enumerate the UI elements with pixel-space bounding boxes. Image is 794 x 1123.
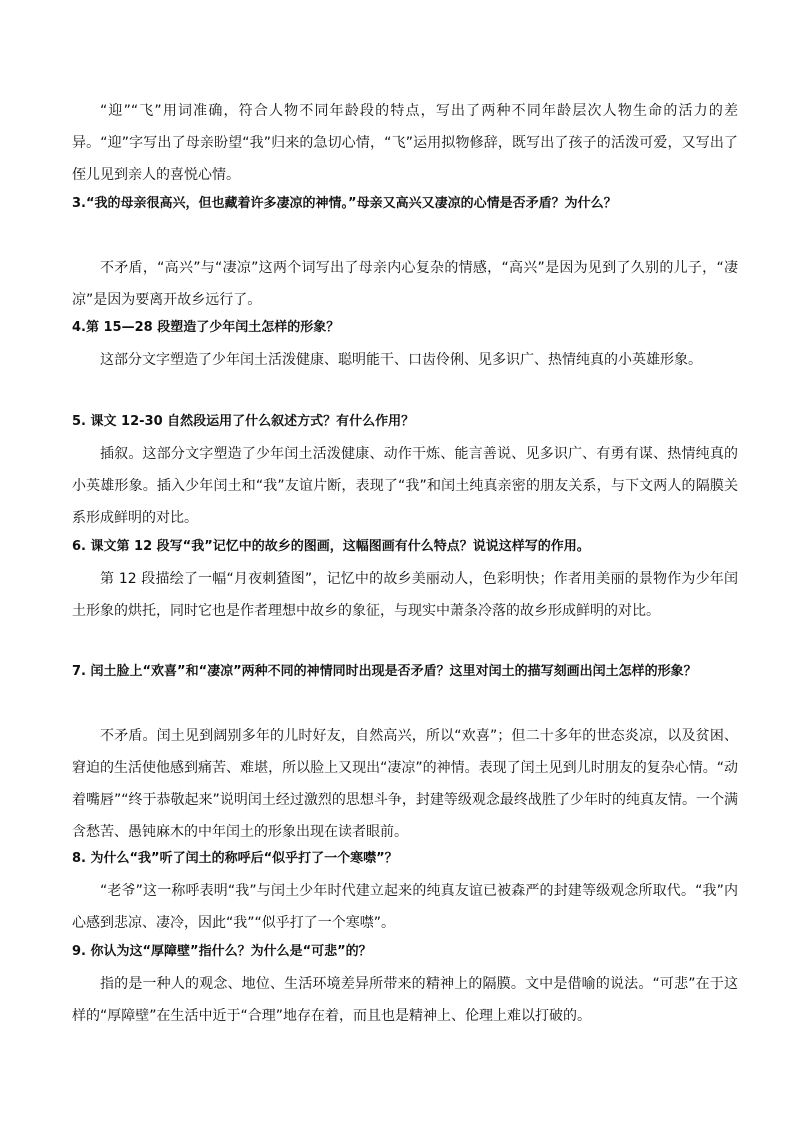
question-heading: 8. 为什么“我”听了闰土的称呼后“似乎打了一个寒噤”？ [72, 851, 398, 866]
answer-paragraph: 不矛盾。闰土见到阔别多年的儿时好友，自然高兴，所以“欢喜”；但二十多年的世态炎凉，以及贫困、窘迫的生活使他感到痛苦、难堪，所以脸上又现出“凄凉”的神情。表现了闰土见到儿时朋友的复杂心情。“动着嘴唇”“终于恭敬起来”说明闰土经过激烈的思想斗争，封建等级观念最终战胜了少年时的纯真友情。一个满含愁苦、愚钝麻木的中年闰土的形象出现在读者眼前。 [72, 728, 738, 840]
answer-paragraph: 这部分文字塑造了少年闰土活泼健康、聪明能干、口齿伶俐、见多识广、热情纯真的小英雄形象。 [100, 352, 702, 368]
question-heading: 9. 你认为这“厚障壁”指什么？为什么是“可悲”的？ [72, 944, 372, 959]
answer-paragraph: 指的是一种人的观念、地位、生活环境差异所带来的精神上的隔膜。文中是借喻的说法。“可悲”在于这样的“厚障壁”在生活中近于“合理”地存在着，而且也是精神上、伦理上难以打破的。 [72, 976, 738, 1024]
answer-paragraph: “迎”“飞”用词准确，符合人物不同年龄段的特点，写出了两种不同年龄层次人物生命的活力的差异。“迎”字写出了母亲盼望“我”归来的急切心情，“飞”运用拟物修辞，既写出了孩子的活泼可爱，又写出了侄儿见到亲人的喜悦心情。 [72, 103, 738, 183]
answer-paragraph: 第 12 段描绘了一幅“月夜刺猹图”，记忆中的故乡美丽动人，色彩明快；作者用美丽的景物作为少年闰土形象的烘托，同时它也是作者理想中故乡的象征，与现实中萧条冷落的故乡形成鲜明的对比。 [72, 571, 738, 619]
question-heading: 4.第 15—28 段塑造了少年闰土怎样的形象？ [72, 320, 340, 335]
question-heading: 7. 闰土脸上“欢喜”和“凄凉”两种不同的神情同时出现是否矛盾？这里对闰土的描写刻画出闰土怎样的形象？ [72, 664, 697, 679]
question-heading: 6. 课文第 12 段写“我”记忆中的故乡的图画，这幅图画有什么特点？说说这样写的作用。 [72, 539, 590, 554]
answer-paragraph: 插叙。这部分文字塑造了少年闰土活泼健康、动作干炼、能言善说、见多识广、有勇有谋、热情纯真的小英雄形象。插入少年闰土和“我”友谊片断，表现了“我”和闰土纯真亲密的朋友关系，与下文两人的隔膜关系形成鲜明的对比。 [72, 446, 738, 526]
question-heading: 5. 课文 12-30 自然段运用了什么叙述方式？有什么作用？ [72, 414, 415, 429]
question-heading: 3.“我的母亲很高兴，但也藏着许多凄凉的神情。”母亲又高兴又凄凉的心情是否矛盾？为什么？ [72, 196, 617, 211]
answer-paragraph: 不矛盾，“高兴”与“凄凉”这两个词写出了母亲内心复杂的情感，“高兴”是因为见到了久别的儿子，“凄凉”是因为要离开故乡远行了。 [72, 260, 738, 308]
answer-paragraph: “老爷”这一称呼表明“我”与闰土少年时代建立起来的纯真友谊已被森严的封建等级观念所取代。“我”内心感到悲凉、凄冷，因此“我”“似乎打了一个寒噤”。 [72, 883, 738, 931]
